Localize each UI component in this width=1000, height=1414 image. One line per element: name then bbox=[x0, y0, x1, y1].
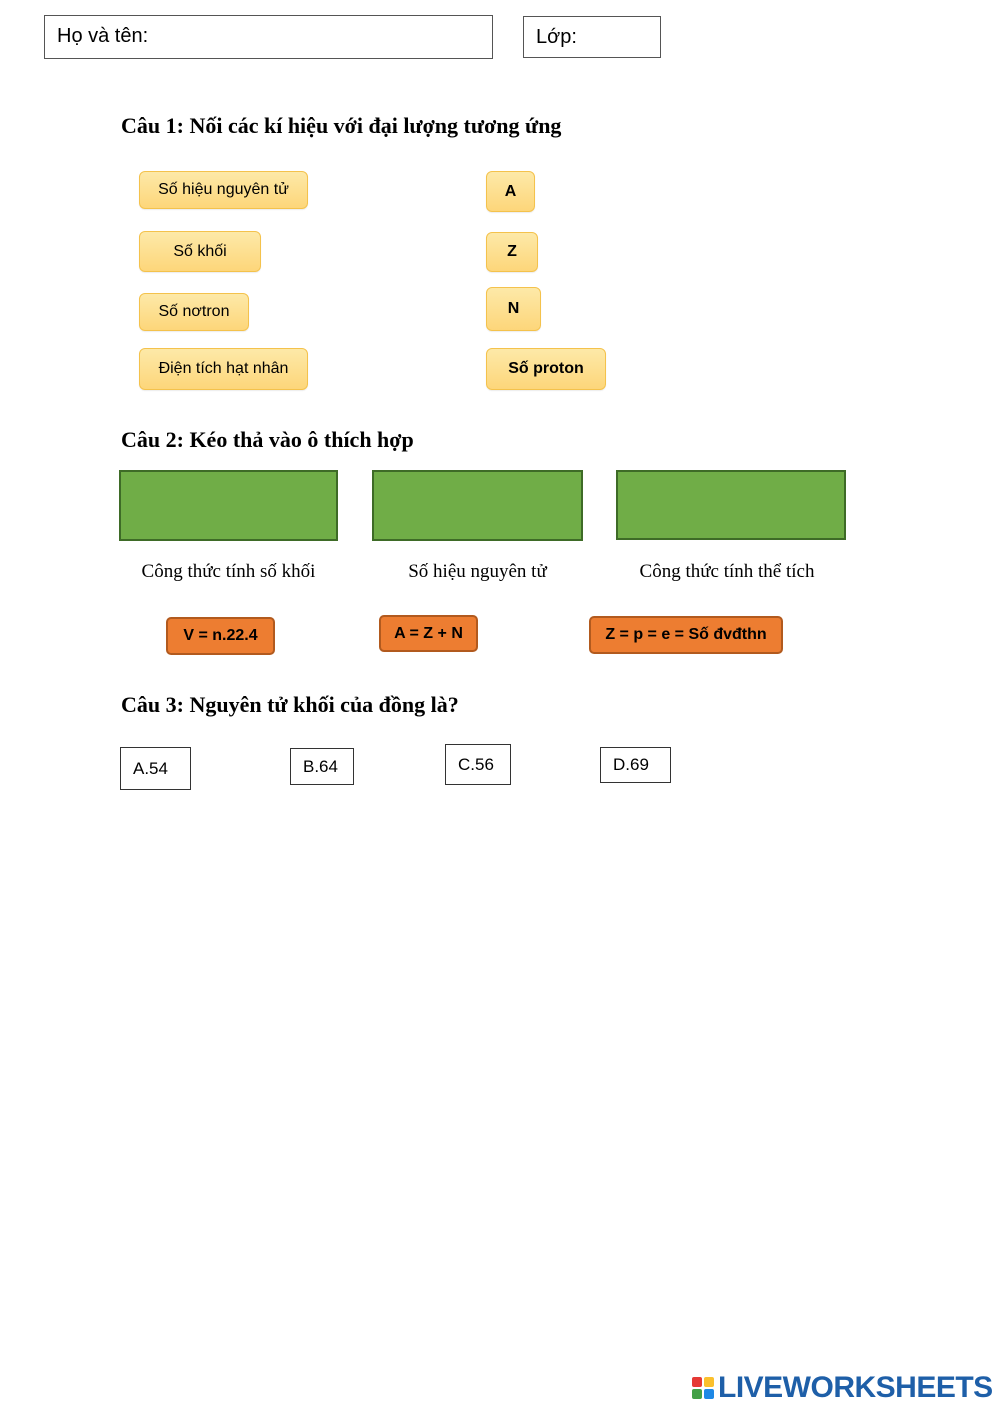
drop-zone-atomic-number[interactable] bbox=[372, 470, 583, 541]
answer-option-d[interactable]: D.69 bbox=[600, 747, 671, 783]
question-3-title: Câu 3: Nguyên tử khối của đồng là? bbox=[121, 692, 459, 717]
class-label: Lớp: bbox=[536, 26, 577, 48]
answer-option-b[interactable]: B.64 bbox=[290, 748, 354, 785]
answer-option-c[interactable]: C.56 bbox=[445, 744, 511, 785]
liveworksheets-logo bbox=[692, 1371, 993, 1405]
drop-caption-volume-formula: Công thức tính thể tích bbox=[639, 561, 815, 582]
match-left-neutron-number[interactable]: Số nơtron bbox=[139, 293, 249, 331]
drop-caption-atomic-number: Số hiệu nguyên tử bbox=[408, 561, 547, 582]
match-left-atomic-number[interactable]: Số hiệu nguyên tử bbox=[139, 171, 308, 209]
question-1-title: Câu 1: Nối các kí hiệu với đại lượng tương ứng bbox=[121, 113, 562, 138]
drop-zone-volume-formula[interactable] bbox=[616, 470, 846, 540]
match-left-nuclear-charge[interactable]: Điện tích hạt nhân bbox=[139, 348, 308, 390]
match-right-proton-number[interactable]: Số proton bbox=[486, 348, 606, 390]
class-field[interactable] bbox=[523, 16, 661, 58]
name-label: Họ và tên: bbox=[57, 25, 149, 47]
drop-caption-mass-number-formula: Công thức tính số khối bbox=[141, 561, 316, 582]
drag-item-atomic-number-formula[interactable]: Z = p = e = Số đvđthn bbox=[589, 616, 783, 654]
name-field[interactable] bbox=[44, 15, 493, 59]
drop-zone-mass-number-formula[interactable] bbox=[119, 470, 338, 541]
match-right-a[interactable]: A bbox=[486, 171, 535, 212]
match-left-mass-number[interactable]: Số khối bbox=[139, 231, 261, 272]
drag-item-volume-formula[interactable]: V = n.22.4 bbox=[166, 617, 275, 655]
match-right-n[interactable]: N bbox=[486, 287, 541, 331]
drag-item-mass-number-formula[interactable]: A = Z + N bbox=[379, 615, 478, 652]
answer-option-a[interactable]: A.54 bbox=[120, 747, 191, 790]
brand-name: LIVEWORKSHEETS bbox=[718, 1371, 993, 1404]
liveworksheets-logo-icon bbox=[692, 1377, 714, 1399]
match-right-z[interactable]: Z bbox=[486, 232, 538, 272]
question-2-title: Câu 2: Kéo thả vào ô thích hợp bbox=[121, 427, 414, 452]
